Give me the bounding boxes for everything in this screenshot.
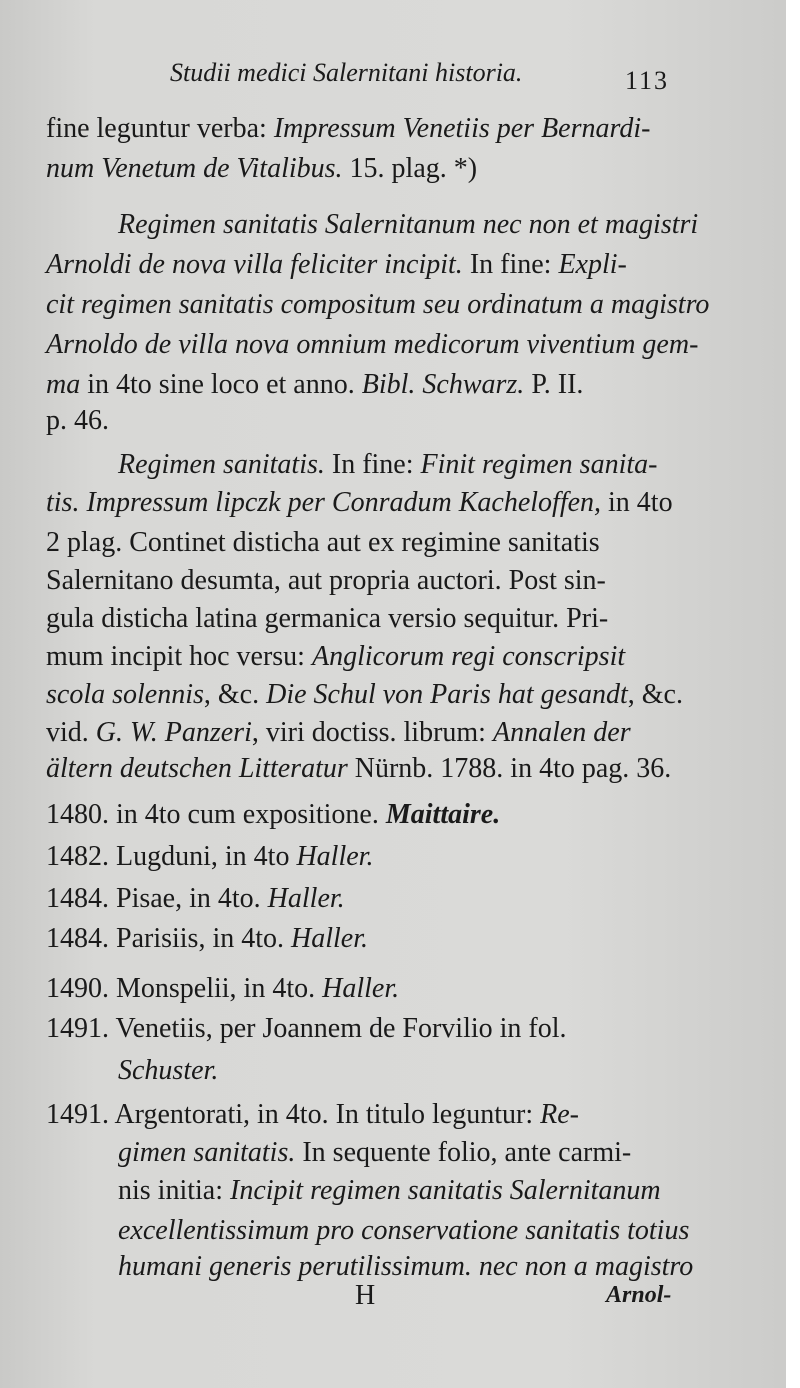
text-segment: Incipit regimen sanitatis Salernitanum (230, 1175, 661, 1206)
text-segment: Haller. (267, 883, 345, 914)
text-line (118, 1054, 218, 1088)
text-segment: Salernitano desumta, aut propria auctori. Post sin- (46, 565, 606, 596)
catchword: Arnol- (606, 1282, 672, 1308)
text-segment: Schuster. (118, 1055, 219, 1086)
text-segment: in 4to sine loco et anno. (80, 369, 362, 400)
text-segment: 1491. Venetiis, per Joannem de Forvilio in fol. (46, 1013, 567, 1044)
text-segment: Anglicorum regi conscripsit (311, 641, 626, 672)
text-segment: p. 46. (46, 405, 109, 436)
text-segment: excellentissimum pro conservatione sanitatis totius (118, 1215, 690, 1246)
text-segment: fine leguntur verba: (46, 113, 274, 144)
text-segment: gula disticha latina germanica versio sequitur. Pri- (46, 603, 609, 634)
text-line (118, 1250, 693, 1284)
text-segment: Bibl. Schwarz. (361, 369, 525, 400)
text-line (118, 448, 657, 482)
text-line (46, 526, 600, 560)
signature-mark: H (355, 1280, 376, 1311)
text-segment: Arnoldi de nova villa feliciter incipit. (46, 249, 463, 280)
text-line (46, 112, 650, 146)
text-segment: humani generis perutilissimum. nec non a magistro (118, 1251, 694, 1282)
text-segment: Maittaire. (385, 799, 501, 830)
text-line (46, 840, 373, 874)
text-line (46, 882, 345, 916)
text-segment: Die Schul von Paris hat gesandt (266, 679, 628, 710)
text-segment: G. W. Panzeri (95, 717, 252, 748)
text-segment: 2 plag. Continet disticha aut ex regimine sanitatis (46, 527, 600, 558)
text-segment: , &c. (203, 679, 267, 710)
text-segment: Annalen der (492, 717, 631, 748)
text-line (46, 1012, 567, 1046)
text-line (46, 368, 583, 402)
text-line (46, 678, 683, 712)
text-line (46, 716, 631, 750)
text-line (46, 486, 673, 520)
running-head: Studii medici Salernitani historia. (170, 58, 523, 87)
text-line (46, 564, 606, 598)
text-segment: tis. Impressum lipczk per Conradum Kacheloffen, (46, 487, 602, 518)
text-segment: P. II. (524, 369, 584, 400)
page-edge (786, 0, 800, 1388)
text-line (46, 922, 368, 956)
text-line (46, 328, 698, 362)
text-segment: Impressum Venetiis per Bernardi- (273, 113, 651, 144)
text-line (46, 752, 671, 786)
text-segment: ältern deutschen Litteratur (46, 753, 348, 784)
text-line (46, 640, 625, 674)
text-segment: scola solennis (46, 679, 204, 710)
text-segment: num Venetum de Vitalibus. (46, 153, 343, 184)
text-segment: , &c. (627, 679, 683, 710)
text-line (118, 1214, 689, 1248)
text-segment: 1490. Monspelii, in 4to. (46, 973, 323, 1004)
text-line (46, 288, 709, 322)
text-segment: Haller. (291, 923, 369, 954)
text-segment: Regimen sanitatis Salernitanum nec non et magistri (118, 209, 699, 240)
text-segment: cit regimen sanitatis compositum seu ordinatum a magistro (46, 289, 710, 320)
text-line (46, 1098, 579, 1132)
text-segment: Nürnb. 1788. in 4to pag. 36. (347, 753, 672, 784)
text-segment: Arnoldo de villa nova omnium medicorum viventium gem- (46, 329, 699, 360)
text-line (46, 248, 627, 282)
text-segment: Finit regimen sanita- (420, 449, 658, 480)
text-line (46, 152, 477, 186)
text-line (46, 602, 608, 636)
text-line (46, 798, 500, 832)
text-segment: ma (46, 369, 81, 400)
text-segment: Re- (540, 1099, 579, 1130)
text-segment: Regimen sanitatis. (118, 449, 325, 480)
text-segment: , viri doctiss. librum: (251, 717, 493, 748)
text-segment: vid. (46, 717, 96, 748)
page-number: 113 (625, 66, 670, 95)
text-line (118, 1174, 661, 1208)
text-line (118, 208, 698, 242)
text-line (118, 1136, 631, 1170)
text-segment: nis initia: (118, 1175, 230, 1206)
text-segment: 1482. Lugduni, in 4to (46, 841, 297, 872)
text-segment: gimen sanitatis. (118, 1137, 296, 1168)
text-segment: mum incipit hoc versu: (46, 641, 312, 672)
text-segment: Haller. (322, 973, 400, 1004)
text-segment: 1480. in 4to cum expositione. (46, 799, 386, 830)
text-segment: In sequente folio, ante carmi- (295, 1137, 632, 1168)
text-segment: 1484. Pisae, in 4to. (46, 883, 268, 914)
text-segment: 1484. Parisiis, in 4to. (46, 923, 292, 954)
text-segment: In fine: (324, 449, 421, 480)
text-segment: 1491. Argentorati, in 4to. In titulo leguntur: (46, 1099, 541, 1130)
text-line (46, 404, 109, 438)
text-segment: Haller. (296, 841, 374, 872)
text-line (46, 972, 399, 1006)
text-segment: In fine: (462, 249, 559, 280)
text-segment: Expli- (558, 249, 627, 280)
text-segment: in 4to (601, 487, 673, 518)
text-segment: 15. plag. *) (342, 153, 478, 184)
